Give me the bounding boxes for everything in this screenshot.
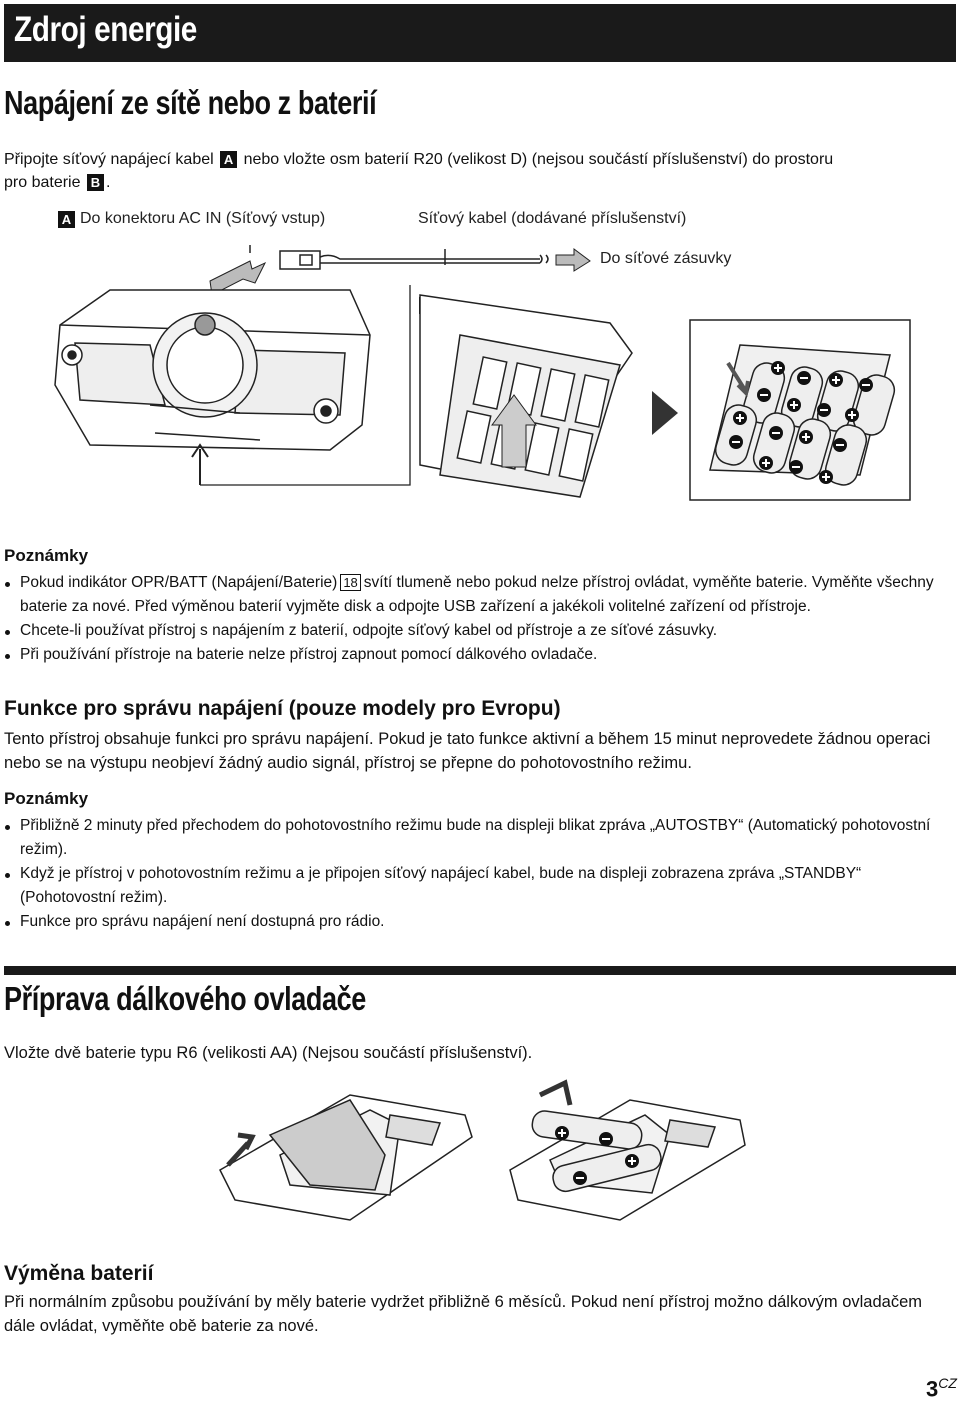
section-title-remote: Příprava dálkového ovladače — [4, 980, 366, 1017]
replace-text: Při normálním způsobu používání by měly baterie vydržet přibližně 6 měsíců. Pokud není přístroj možno dálkovým ovladačem dále ovládat, vyměňte obě baterie za nové. — [4, 1293, 923, 1335]
replace-title: Výměna baterií — [4, 1262, 154, 1285]
section-remote-text: Vložte dvě baterie typu R6 (velikosti AA) (Nejsou součástí příslušenství). — [4, 1044, 533, 1062]
label-cable: Síťový kabel (dodávané příslušenství) — [418, 210, 687, 227]
battery-insert-arrow-remote — [540, 1083, 570, 1105]
indicator-number-badge: 18 — [340, 574, 360, 591]
notes-list-1 — [4, 571, 954, 667]
power-supply-illustration — [0, 235, 960, 505]
badge-b: B — [87, 174, 104, 191]
cable-line — [320, 255, 540, 259]
arrow-to-outlet — [556, 249, 590, 271]
intro-text-1: Připojte síťový napájecí kabel — [4, 151, 214, 168]
section-intro — [4, 148, 954, 194]
label-ac-in: Do konektoru AC IN (Síťový vstup) — [80, 210, 326, 227]
note-item: Když je přístroj v pohotovostním režimu a je připojen síťový napájecí kabel, bude na displeji zobrazena zpráva „STANDBY“ (Pohotovostní režim). — [4, 862, 954, 910]
note-item: Při používání přístroje na baterie nelze přístroj zapnout pomocí dálkového ovladače. — [4, 643, 954, 667]
note-text: Pokud indikátor OPR/BATT (Napájení/Baterie) — [20, 574, 338, 591]
figure-label-a: A — [58, 211, 75, 228]
page-title: Zdroj energie — [14, 10, 197, 49]
cable-break — [540, 255, 548, 263]
page-language: CZ — [938, 1375, 957, 1391]
intro-text-2: nebo vložte osm baterií R20 (velikost D) (nejsou součástí příslušenství) do prostoru — [243, 151, 834, 168]
power-management-title: Funkce pro správu napájení (pouze modely pro Evropu) — [4, 697, 561, 720]
remote-battery-illustration — [200, 1075, 760, 1225]
section-title-power: Napájení ze sítě nebo z baterií — [4, 84, 377, 121]
intro-text-3: pro baterie — [4, 174, 81, 191]
badge-a: A — [220, 151, 237, 168]
notes-heading-2: Poznámky — [4, 789, 89, 808]
intro-text-4: . — [105, 174, 111, 191]
note-text: svítí tlumeně nebo pokud nelze přístroj ovládat, vyměňte baterie. Vyměňte všechny baterie za nové. Před výměnou baterií vyjměte disk a odpojte USB zařízení a jakékoli volitelné zařízení od přístroje. — [20, 574, 934, 615]
notes-list-2 — [4, 814, 954, 934]
boombox-unit — [55, 290, 370, 450]
page-number — [926, 1375, 957, 1402]
arrow-up-connector — [192, 445, 208, 485]
next-step-arrow — [652, 391, 678, 435]
battery-compartment-open — [690, 320, 910, 500]
note-item: Chcete-li používat přístroj s napájením z baterií, odpojte síťový kabel od přístroje a ze síťové zásuvky. — [4, 619, 954, 643]
power-management-text: Tento přístroj obsahuje funkci pro správu napájení. Pokud je tato funkce aktivní a během 15 minut neprovedete žádnou operaci nebo se na výstupu neobjeví žádný audio signál, přístroj se přepne do pohotovostního režimu. — [4, 730, 931, 772]
section-divider — [4, 966, 956, 975]
notes-heading-1: Poznámky — [4, 546, 89, 565]
label-outlet: Do síťové zásuvky — [600, 250, 732, 267]
note-item: Funkce pro správu napájení není dostupná pro rádio. — [4, 910, 954, 934]
note-item — [4, 571, 954, 619]
page-number-value: 3 — [926, 1376, 939, 1402]
note-item: Přibližně 2 minuty před přechodem do pohotovostního režimu bude na displeji blikat zpráva „AUTOSTBY“ (Automatický pohotovostní režim). — [4, 814, 954, 862]
